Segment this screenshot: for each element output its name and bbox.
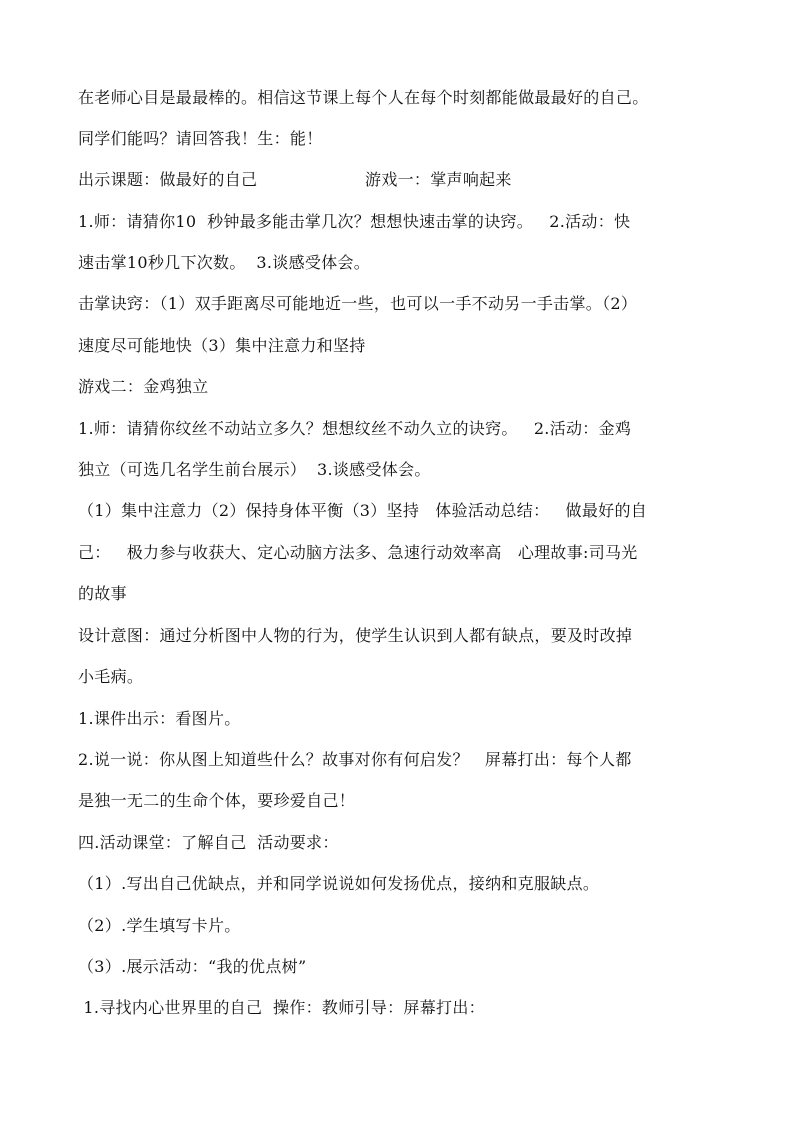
text-line: 的故事 xyxy=(78,584,127,603)
text-line: 1.师：请猜你10 秒钟最多能击掌几次？想想快速击掌的诀窍。 2.活动：快 xyxy=(78,212,631,231)
text-line: （2）.学生填写卡片。 xyxy=(78,916,241,935)
text-line: 己： 极力参与收获大、定心动脑方法多、急速行动效率高 心理故事:司马光 xyxy=(78,543,638,562)
text-line: 击掌诀窍：（1）双手距离尽可能地近一些，也可以一手不动另一手击掌。（2） xyxy=(78,294,638,313)
text-line: 在老师心目是最最棒的。相信这节课上每个人在每个时刻都能做最最好的自己。 xyxy=(78,88,649,107)
text-line: 设计意图：通过分析图中人物的行为，使学生认识到人都有缺点，要及时改掉 xyxy=(78,626,633,645)
text-line: （1）.写出自己优缺点，并和同学说说如何发扬优点，接纳和克服缺点。 xyxy=(78,874,600,893)
text-line: 独立（可选几名学生前台展示） 3.谈感受体会。 xyxy=(78,460,431,479)
text-line: （1）集中注意力（2）保持身体平衡（3）坚持 体验活动总结： 做最好的自 xyxy=(78,501,648,520)
text-line: 同学们能吗？请回答我！生：能！ xyxy=(78,129,323,148)
text-line: 2.说一说：你从图上知道些什么？故事对你有何启发？ 屏幕打出：每个人都 xyxy=(78,750,632,769)
text-line: 1.课件出示：看图片。 xyxy=(78,709,241,728)
text-line: 四.活动课堂：了解自己 活动要求： xyxy=(78,833,339,852)
text-line: 速度尽可能地快（3）集中注意力和坚持 xyxy=(78,336,366,355)
text-line: 小毛病。 xyxy=(78,667,144,686)
text-line: 速击掌10秒几下次数。 3.谈感受体会。 xyxy=(78,253,371,272)
text-line: （3）.展示活动：“我的优点树” xyxy=(78,957,307,976)
text-line: 是独一无二的生命个体，要珍爱自己！ xyxy=(78,791,356,810)
text-line: 游戏二：金鸡独立 xyxy=(78,377,209,396)
text-line: 1.寻找内心世界里的自己 操作：教师引导：屏幕打出： xyxy=(78,998,485,1017)
text-line: 1.师：请猜你纹丝不动站立多久？想想纹丝不动久立的诀窍。 2.活动：金鸡 xyxy=(78,419,632,438)
text-line: 出示课题：做最好的自己 游戏一：掌声响起来 xyxy=(78,170,512,189)
